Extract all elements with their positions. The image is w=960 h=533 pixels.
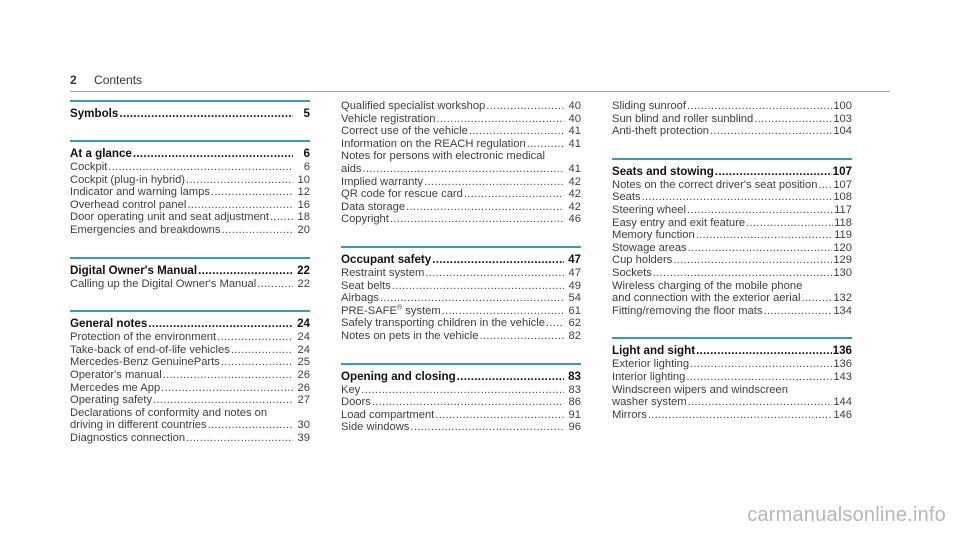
section-page-number: 5 [303,107,310,120]
entry-title: Interior lighting [612,370,686,383]
entry-page-number: 144 [833,396,852,409]
toc-entry[interactable] [70,394,310,407]
entry-page-number: 42 [568,200,581,213]
entry-page-number: 143 [833,370,852,383]
toc-entry[interactable] [70,186,310,199]
entry-page-number: 62 [568,317,581,330]
toc-entry[interactable] [612,204,852,217]
entry-title: Diagnostics connection [70,431,186,444]
toc-entry[interactable] [70,199,310,212]
entry-page-number: 54 [568,292,581,305]
toc-entry[interactable] [341,396,581,409]
entry-title: Side windows [341,421,410,434]
section-page-number: 136 [832,344,852,358]
entry-title: Easy entry and exit feature [612,216,746,229]
dot-leader [187,199,293,212]
dot-leader [653,267,833,280]
toc-column-3 [612,100,852,441]
entry-title: Key [341,383,361,396]
toc-section-heading[interactable] [341,253,581,266]
toc-section [341,363,581,434]
toc-section [612,100,852,138]
entry-page-number: 40 [568,112,581,125]
entry-page-number: 16 [297,198,310,211]
dot-leader [208,419,293,432]
page-number: 2 [70,73,77,87]
entry-title: Take-back of end-of-life vehicles [70,343,230,356]
toc-entry[interactable] [341,201,581,214]
dot-leader [763,305,832,318]
section-title: Opening and closing [341,369,456,383]
entry-title: Indicator and warning lamps [70,186,210,199]
dot-leader [469,125,564,138]
toc-entry[interactable] [70,344,310,357]
toc-entry[interactable] [341,163,581,176]
toc-entry[interactable] [341,188,581,201]
section-page-number: 47 [568,252,581,266]
toc-column-2 [341,100,581,454]
toc-entry[interactable] [341,100,581,113]
dot-leader [696,344,832,357]
entry-page-number: 42 [568,175,581,188]
entry-title: Load compartment [341,408,435,421]
entry-title: QR code for rescue card [341,188,463,201]
section-divider [341,363,581,365]
entry-title: driving in different countries [70,419,207,432]
dot-leader [222,224,294,237]
entry-page-number: 41 [568,162,581,175]
toc-section [70,257,310,291]
dot-leader [696,229,833,242]
entry-page-number: 103 [833,112,852,125]
dot-leader [818,179,832,192]
dot-leader [673,254,832,267]
dot-leader [231,344,293,357]
section-page-number: 24 [297,317,310,331]
dot-leader [119,107,293,120]
section-title: Symbols [70,107,119,120]
entry-title: Mercedes me App [70,381,161,394]
entry-title: Fitting/removing the floor mats [612,304,763,317]
page-title: Contents [94,73,143,87]
section-divider [70,100,310,102]
toc-section-heading[interactable] [70,147,310,160]
section-title: General notes [70,317,148,331]
entry-title: Protection of the environment [70,331,217,344]
dot-leader [432,253,564,266]
toc-entry[interactable] [341,305,581,318]
toc-entry[interactable] [341,125,581,138]
entry-title: Sun blind and roller sunblind [612,112,754,125]
toc-section [341,246,581,343]
dot-leader [435,409,564,422]
dot-leader [186,432,293,445]
entry-title: Calling up the Digital Owner's Manual [70,277,257,290]
toc-section [612,337,852,421]
toc-entry[interactable] [612,229,852,242]
section-divider [70,310,310,312]
dot-leader [257,278,293,291]
dot-leader [133,147,293,160]
entry-page-number: 146 [833,408,852,421]
entry-page-number: 91 [568,408,581,421]
toc-entry[interactable] [341,267,581,280]
dot-leader [406,201,564,214]
dot-leader [148,317,293,330]
toc-section-heading[interactable] [70,264,310,277]
toc-section [612,158,852,318]
dot-leader [688,396,833,409]
dot-leader [363,163,564,176]
toc-entry[interactable] [612,267,852,280]
dot-leader [410,421,564,434]
dot-leader [710,125,832,138]
dot-leader [746,217,833,230]
dot-leader [153,394,293,407]
dot-leader [108,161,293,174]
dot-leader [688,242,833,255]
entry-title-part: PRE-SAFE [341,304,397,317]
entry-title: Vehicle registration [341,112,436,125]
dot-leader [372,396,564,409]
toc-section [341,100,581,226]
entry-page-number: 20 [297,223,310,236]
dot-leader [198,264,293,277]
section-divider [612,158,852,160]
entry-title: Notes on the correct driver's seat position [612,178,818,191]
toc-entry[interactable] [612,179,852,192]
toc-entry[interactable] [612,292,852,305]
entry-page-number: 27 [297,394,310,407]
toc-entry[interactable] [70,369,310,382]
entry-title: Mercedes-Benz GenuineParts [70,356,220,369]
toc-entry[interactable] [612,242,852,255]
entry-title: Cockpit [70,161,108,173]
entry-page-number: 100 [833,100,852,112]
entry-title: Seat belts [341,279,391,292]
dot-leader [442,305,564,318]
entry-title: Stowage areas [612,241,687,254]
section-title: At a glance [70,147,132,160]
entry-title: Airbags [341,292,379,305]
entry-page-number: 40 [568,100,581,112]
page-header [70,73,142,87]
entry-title: Operator's manual [70,368,162,381]
dot-leader [211,186,293,199]
toc-entry-line[interactable]: Wireless charging of the mobile phone [612,279,803,292]
entry-page-number: 108 [833,191,852,204]
entry-page-number: 22 [297,277,310,290]
entry-page-number: 25 [297,356,310,369]
dot-leader [642,191,833,204]
dot-leader [380,292,564,305]
section-divider [70,140,310,142]
entry-title: Emergencies and breakdowns [70,223,221,236]
entry-title: Doors [341,396,371,409]
entry-title: Correct use of the vehicle [341,125,468,138]
toc-entry[interactable] [612,358,852,371]
entry-title [341,305,441,318]
dot-leader [425,267,564,280]
toc-entry[interactable] [612,125,852,138]
entry-page-number: 104 [833,125,852,138]
entry-title: Exterior lighting [612,358,690,371]
dot-leader [437,113,564,126]
entry-page-number: 130 [833,266,852,279]
dot-leader [217,331,293,344]
entry-page-number: 24 [297,331,310,344]
entry-title: and connection with the exterior aerial [612,292,801,305]
entry-title: Cockpit (plug-in hybrid) [70,173,186,186]
entry-title: Data storage [341,200,406,213]
toc-entry-line[interactable]: Notes for persons with electronic medical [341,150,545,163]
dot-leader [527,138,564,151]
entry-page-number: 39 [297,431,310,444]
section-page-number: 107 [832,164,852,178]
section-title: Light and sight [612,344,696,358]
entry-page-number: 83 [568,383,581,396]
toc-entry[interactable] [612,371,852,384]
toc-entry[interactable] [341,292,581,305]
entry-page-number: 47 [568,266,581,279]
toc-entry[interactable] [612,409,852,422]
toc-entry[interactable] [612,191,852,204]
toc-section [70,140,310,237]
section-page-number: 83 [568,369,581,383]
entry-page-number: 41 [568,125,581,138]
entry-title: Operating safety [70,394,153,407]
entry-page-number: 26 [297,368,310,381]
section-title: Digital Owner's Manual [70,263,198,277]
entry-title-part: system [402,304,441,317]
entry-title: Cup holders [612,254,673,267]
header-divider [70,91,890,92]
dot-leader [186,174,293,187]
dot-leader [161,382,293,395]
section-title: Seats and stowing [612,164,714,178]
entry-title: Overhead control panel [70,198,187,211]
entry-title: Notes on pets in the vehicle [341,329,479,342]
entry-page-number: 107 [833,178,852,191]
toc-section-heading[interactable] [70,317,310,330]
dot-leader [686,371,832,384]
entry-title: Mirrors [612,408,647,421]
toc-entry[interactable] [341,317,581,330]
entry-page-number: 119 [834,229,852,242]
toc-entry[interactable] [70,432,310,445]
dot-leader [715,165,832,178]
section-divider [70,257,310,259]
dot-leader [464,188,564,201]
toc-column-1 [70,100,310,465]
entry-page-number: 96 [568,421,581,434]
entry-page-number: 26 [297,381,310,394]
entry-title: Information on the REACH regulation [341,137,526,150]
toc-section-heading[interactable] [341,370,581,383]
entry-page-number: 24 [297,343,310,356]
entry-title: Qualified specialist workshop [341,100,486,112]
toc-entry[interactable] [341,213,581,226]
entry-page-number: 129 [833,254,852,267]
toc-entry[interactable] [612,254,852,267]
toc-entry[interactable] [70,224,310,237]
dot-leader [648,409,833,422]
entry-title: Sliding sunroof [612,100,687,112]
dot-leader [690,358,832,371]
section-divider [612,337,852,339]
entry-title: Seats [612,191,641,204]
section-page-number: 22 [297,263,310,277]
dot-leader [221,356,293,369]
entry-page-number: 117 [834,203,852,216]
toc-entry[interactable] [70,174,310,187]
entry-page-number: 12 [297,186,310,199]
watermark: carmanualsonline.info [747,504,946,526]
toc-entry-line[interactable]: Windscreen wipers and windscreen [612,383,788,396]
dot-leader [486,100,564,113]
entry-page-number: 86 [568,396,581,409]
toc-entry[interactable] [341,138,581,151]
toc-entry[interactable] [70,278,310,291]
toc-entry[interactable] [341,280,581,293]
entry-title: Safely transporting children in the vehicle [341,317,545,330]
toc-entry[interactable] [341,176,581,189]
dot-leader [754,113,832,126]
entry-page-number: 132 [833,292,852,305]
entry-page-number: 18 [297,211,310,224]
dot-leader [546,317,564,330]
dot-leader [361,384,564,397]
toc-entry[interactable] [70,211,310,224]
entry-page-number: 46 [568,213,581,226]
toc-entry[interactable] [341,421,581,434]
entry-page-number: 136 [833,358,852,371]
entry-title: Anti-theft protection [612,125,710,138]
entry-title: Memory function [612,229,695,242]
entry-page-number: 134 [833,304,852,317]
entry-title: Restraint system [341,266,425,279]
entry-title: Door operating unit and seat adjustment [70,211,270,224]
entry-page-number: 82 [568,329,581,342]
toc-section [70,310,310,444]
entry-title: aids [341,162,362,175]
entry-page-number: 41 [568,137,581,150]
dot-leader [390,213,564,226]
toc-entry-line[interactable]: Declarations of conformity and notes on [70,406,268,419]
toc-entry[interactable] [70,419,310,432]
entry-page-number: 118 [834,216,852,229]
dot-leader [457,370,564,383]
entry-page-number: 120 [833,241,852,254]
toc-entry[interactable] [70,356,310,369]
toc-section [70,100,310,120]
dot-leader [163,369,293,382]
entry-page-number: 42 [568,188,581,201]
toc-entry[interactable] [341,384,581,397]
section-title: Occupant safety [341,252,432,266]
entry-title: Implied warranty [341,175,424,188]
toc-entry[interactable] [612,305,852,318]
entry-page-number: 6 [303,161,310,173]
entry-title: Copyright [341,213,389,226]
toc-entry[interactable] [70,331,310,344]
toc-entry[interactable] [341,330,581,343]
dot-leader [687,100,832,113]
toc-section-heading[interactable] [70,107,310,120]
registered-mark: ® [396,303,403,311]
section-divider [341,246,581,248]
dot-leader [424,176,564,189]
entry-title: Sockets [612,266,652,279]
toc-section-heading[interactable] [612,344,852,357]
entry-page-number: 30 [297,419,310,432]
dot-leader [270,211,293,224]
dot-leader [479,330,564,343]
entry-page-number: 49 [568,279,581,292]
section-page-number: 6 [303,147,310,160]
toc-entry[interactable] [612,217,852,230]
toc-section-heading[interactable] [612,165,852,178]
entry-page-number: 61 [568,304,581,317]
toc-entry[interactable] [70,161,310,174]
toc-entry[interactable] [341,113,581,126]
entry-page-number: 10 [297,173,310,186]
entry-title: washer system [612,396,687,409]
toc-entry[interactable] [612,396,852,409]
entry-title: Steering wheel [612,203,687,216]
dot-leader [687,204,833,217]
dot-leader [801,292,832,305]
toc-entry[interactable] [341,409,581,422]
toc-entry[interactable] [70,382,310,395]
toc-entry[interactable] [612,100,852,113]
dot-leader [392,280,564,293]
toc-entry[interactable] [612,113,852,126]
